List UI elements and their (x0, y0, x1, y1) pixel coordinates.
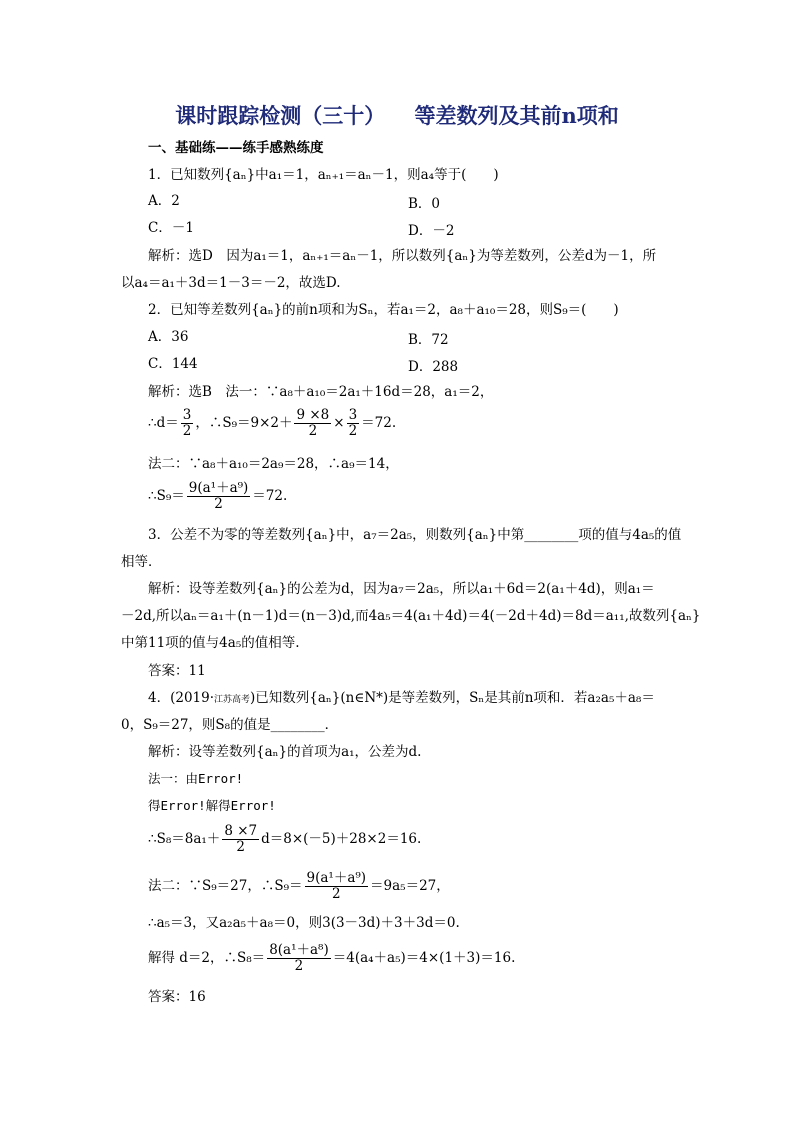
q2-option-d: D．288 (408, 359, 459, 375)
q4-sol5-pre: 法二：∵S₉＝27，∴S₉＝ (148, 878, 303, 894)
frac-numerator: 8(a¹＋a⁸) (269, 942, 329, 958)
fraction (181, 408, 194, 439)
q4-stem-line2: 0，S₉＝27，则S₈的值是________． (121, 717, 339, 733)
q4-stem-line1 (148, 689, 655, 709)
frac-denominator: 2 (236, 839, 245, 855)
q1-solution-line1: 解析：选D 因为a₁＝1，aₙ₊₁＝aₙ－1，所以数列{aₙ}为等差数列，公差d为－1，所 (148, 248, 657, 264)
frac-denominator: 2 (308, 423, 318, 439)
q3-stem-line2: 相等． (121, 554, 162, 570)
q4-solution-line4 (148, 824, 421, 855)
q4-solution-line7 (148, 943, 515, 974)
q2-solution-line4 (148, 481, 287, 512)
q3-solution-line1: 解析：设等差数列{aₙ}的公差为d，因为a₇＝2a₅，所以a₁＋6d＝2(a₁＋4d)，则a₁＝ (148, 581, 655, 597)
q3-stem-line1: 3．公差不为零的等差数列{aₙ}中，a₇＝2a₅，则数列{aₙ}中第________项的值与4a₅的值 (148, 527, 682, 543)
q2-solution-line1: 解析：选B 法一：∵a₈＋a₁₀＝2a₁＋16d＝28，a₁＝2， (148, 384, 494, 400)
q4-solution-line6: ∴a₅＝3，又a₂a₅＋a₈＝0，则3(3－3d)＋3＋3d＝0. (148, 915, 460, 931)
q4-sol7-pre: 解得 d＝2，∴S₈＝ (148, 950, 266, 966)
q4-sol5-end: ＝9a₅＝27， (370, 878, 450, 894)
q3-solution-line2: －2d,所以aₙ＝a₁＋(n－1)d＝(n－3)d,而4a₅＝4(a₁＋4d)＝4(－2d＋4d)＝8d＝a₁₁,故数列{aₙ} (121, 608, 701, 624)
fraction (267, 943, 331, 974)
q2-sol2-pre: ∴d＝ (148, 415, 179, 431)
fraction (222, 824, 259, 855)
q4-sol4-end: d＝8×(－5)＋28×2＝16. (261, 831, 422, 847)
q3-solution-line3: 中第11项的值与4a₅的值相等. (121, 635, 300, 651)
q2-sol2-mid: ，∴S₉＝9×2＋ (195, 415, 293, 431)
q2-solution-line2 (148, 408, 396, 439)
q4-solution-line5 (148, 871, 450, 902)
fraction (305, 871, 369, 902)
q4-source: 江苏高考 (214, 695, 251, 705)
q1-stem: 1．已知数列{aₙ}中a₁＝1，aₙ₊₁＝aₙ－1，则a₄等于( ) (148, 167, 499, 183)
frac-denominator: 2 (214, 496, 223, 512)
section-heading: 一、基础练——练手感熟练度 (148, 140, 324, 156)
q4-sol4-pre: ∴S₈＝8a₁＋ (148, 831, 221, 847)
q2-option-c: C．144 (148, 356, 198, 372)
page-title: 课时跟踪检测（三十） 等差数列及其前n项和 (175, 103, 619, 128)
q1-option-d: D．－2 (408, 223, 455, 239)
frac-numerator: 9(a¹＋a⁹) (188, 480, 249, 496)
q4-solution-line2: 法一：由Error! (148, 771, 244, 786)
frac-numerator: 3 (348, 407, 358, 423)
frac-denominator: 2 (182, 423, 192, 439)
q1-solution-line2: 以a₄＝a₁＋3d＝1－3＝－2，故选D. (121, 275, 341, 291)
frac-numerator: 3 (182, 407, 192, 423)
frac-denominator: 2 (348, 423, 358, 439)
times-sign: × (333, 415, 345, 431)
fraction (294, 408, 331, 439)
q4-solution-line3: 得Error!解得Error! (148, 798, 276, 813)
q3-answer: 答案：11 (148, 663, 206, 679)
frac-numerator: 9 ×8 (296, 407, 330, 423)
frac-numerator: 8 ×7 (224, 823, 258, 839)
frac-denominator: 2 (331, 886, 341, 902)
q2-solution-line3: 法二：∵a₈＋a₁₀＝2a₉＝28，∴a₉＝14， (148, 456, 399, 472)
frac-denominator: 2 (294, 958, 304, 974)
q2-option-a: A．36 (148, 329, 189, 345)
q4-sol7-end: ＝4(a₄＋a₅)＝4×(1＋3)＝16. (332, 950, 516, 966)
fraction (187, 481, 251, 512)
q2-stem: 2．已知等差数列{aₙ}的前n项和为Sₙ，若a₁＝2，a₈＋a₁₀＝28，则S₉＝( ) (148, 302, 619, 318)
q1-option-a: A．2 (148, 193, 180, 209)
q4-stem-pre: 4．(2019· (148, 690, 215, 706)
q2-sol4-pre: ∴S₉＝ (148, 488, 185, 504)
q4-solution-line1: 解析：设等差数列{aₙ}的首项为a₁，公差为d. (148, 744, 422, 760)
q4-answer: 答案：16 (148, 989, 206, 1005)
q4-stem-post: )已知数列{aₙ}(n∈N*)是等差数列，Sₙ是其前n项和．若a₂a₅＋a₈＝ (250, 690, 655, 706)
q2-option-b: B．72 (408, 332, 449, 348)
q1-option-c: C．－1 (148, 220, 194, 236)
q2-sol4-end: ＝72. (252, 488, 288, 504)
fraction (347, 408, 360, 439)
q2-sol2-end: ＝72. (361, 415, 397, 431)
q1-option-b: B．0 (408, 196, 441, 212)
frac-numerator: 9(a¹＋a⁹) (306, 870, 367, 886)
